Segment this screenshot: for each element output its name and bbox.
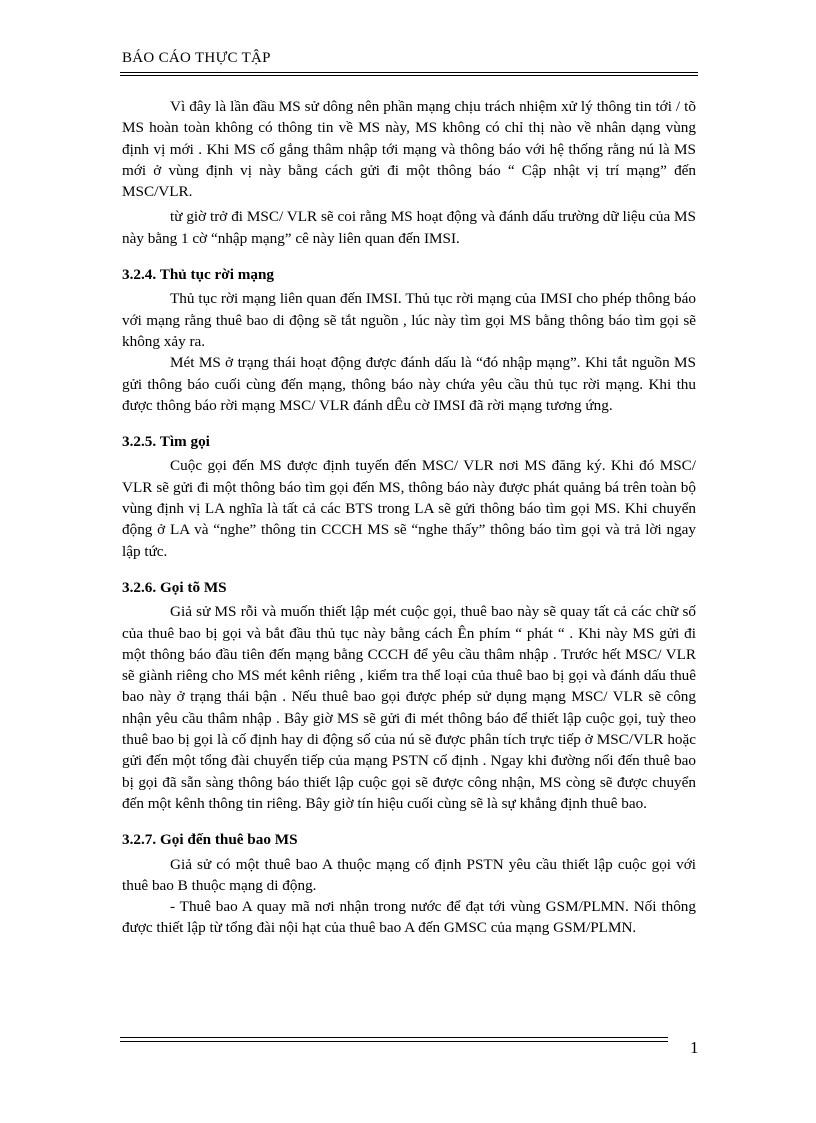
header-divider-secondary <box>120 75 698 76</box>
section-3-2-7-paragraph-2: - Thuê bao A quay mã nơi nhận trong nước để đạt tới vùng GSM/PLMN. Nối thông được thiết lập từ tổng đài nội hạt của thuê bao A đến GMSC của mạng GSM/PLMN. <box>122 898 696 937</box>
section-heading-3-2-7: 3.2.7. Gọi đến thuê bao MS <box>122 831 298 849</box>
page-number: 1 <box>690 1038 699 1057</box>
section-heading-3-2-4: 3.2.4. Thủ tục rời mạng <box>122 266 275 284</box>
section-3-2-6-paragraph-1: Giả sử MS rỗi và muốn thiết lập mét cuộc gọi, thuê bao này sẽ quay tất cả các chữ số của thuê bao bị gọi và bắt đầu thủ tục này bằng cách Ên phím “ phát “ . Khi này MS gửi đi một thông báo đầu tiên đến mạng bằng CCCH để yêu cầu thâm nhập . Trước hết MSC/ VLR sẽ giành riêng cho MS mét kênh riêng , kiểm tra thể loại của thuê bao bị gọi và đánh dấu thuê bao này ở trạng thái bận . Nếu thuê bao gọi được phép sử dụng mạng MSC/ VLR sẽ công nhận yêu cầu thâm nhập . Bây giờ MS sẽ gửi đi mét thông báo để thiết lập cuộc gọi, tuỳ theo thuê bao bị gọi là cố định hay di động số của nú sẽ được phân tích trực tiếp ở MSC/VLR hoặc gửi đến một tổng đài chuyển tiếp của mạng PSTN cố định . Ngay khi đường nối đến thuê bao bị gọi đã sẵn sàng thông báo thiết lập cuộc gọi sẽ được công nhận, MS còng sẽ được chuyển đến một kênh thông tin riêng. Bây giờ tín hiệu cuối cùng sẽ là sự khẳng định thuê bao. <box>122 603 696 812</box>
intro-paragraph-1: Vì đây là lần đầu MS sử dông nên phần mạng chịu trách nhiệm xử lý thông tin tới / tõ MS hoàn toàn không có thông tin về MS này, MS không có chỉ thị nào về nhân dạng vùng định vị mới . Khi MS cố gắng thâm nhập tới mạng và thông báo với hệ thống rằng nú là MS mới ở vùng định vị này bằng cách gửi đi một thông báo “ Cập nhật vị trí mạng” đến MSC/VLR. <box>122 98 696 201</box>
section-heading-3-2-6: 3.2.6. Gọi tõ MS <box>122 578 227 596</box>
section-3-2-4-paragraph-1: Thủ tục rời mạng liên quan đến IMSI. Thủ tục rời mạng của IMSI cho phép thông báo với mạng rằng thuê bao di động sẽ tắt nguồn , lúc này tìm gọi MS bằng thông báo tìm gọi sẽ không xảy ra. <box>122 290 696 350</box>
report-header-title: BÁO CÁO THỰC TẬP <box>122 50 271 66</box>
header-divider <box>120 72 698 73</box>
section-3-2-5-paragraph-1: Cuộc gọi đến MS được định tuyến đến MSC/ VLR nơi MS đăng ký. Khi đó MSC/ VLR sẽ gửi đi một thông báo tìm gọi đến MS, thông báo này được phát quảng bá trên toàn bộ vùng định vị LA nghĩa là tất cả các BTS trong LA sẽ gửi thông báo tìm gọi MS. Khi chuyển động ở LA và “nghe” thông tin CCCH MS sẽ “nghe thấy” thông báo tìm gọi và trả lời ngay lập tức. <box>122 457 696 560</box>
footer-divider-secondary <box>120 1041 668 1042</box>
section-3-2-7-paragraph-1: Giả sử có một thuê bao A thuộc mạng cố định PSTN yêu cầu thiết lập cuộc gọi với thuê bao B thuộc mạng di động. <box>122 855 696 894</box>
intro-paragraph-2: từ giờ trở đi MSC/ VLR sẽ coi rằng MS hoạt động và đánh dấu trường dữ liệu của MS này bằng 1 cờ “nhập mạng” cê này liên quan đến IMSI. <box>122 208 696 247</box>
footer-divider <box>120 1037 668 1038</box>
section-heading-3-2-5: 3.2.5. Tìm gọi <box>122 433 210 451</box>
document-body <box>122 96 696 939</box>
section-3-2-4-paragraph-2: Mét MS ở trạng thái hoạt động được đánh dấu là “đó nhập mạng”. Khi tắt nguồn MS gửi thông báo cuối cùng đến mạng, thông báo này chứa yêu cầu thủ tục rời mạng. Khi thu được thông báo rời mạng MSC/ VLR đánh dÊu cờ IMSI đã rời mạng tương ứng. <box>122 354 696 414</box>
